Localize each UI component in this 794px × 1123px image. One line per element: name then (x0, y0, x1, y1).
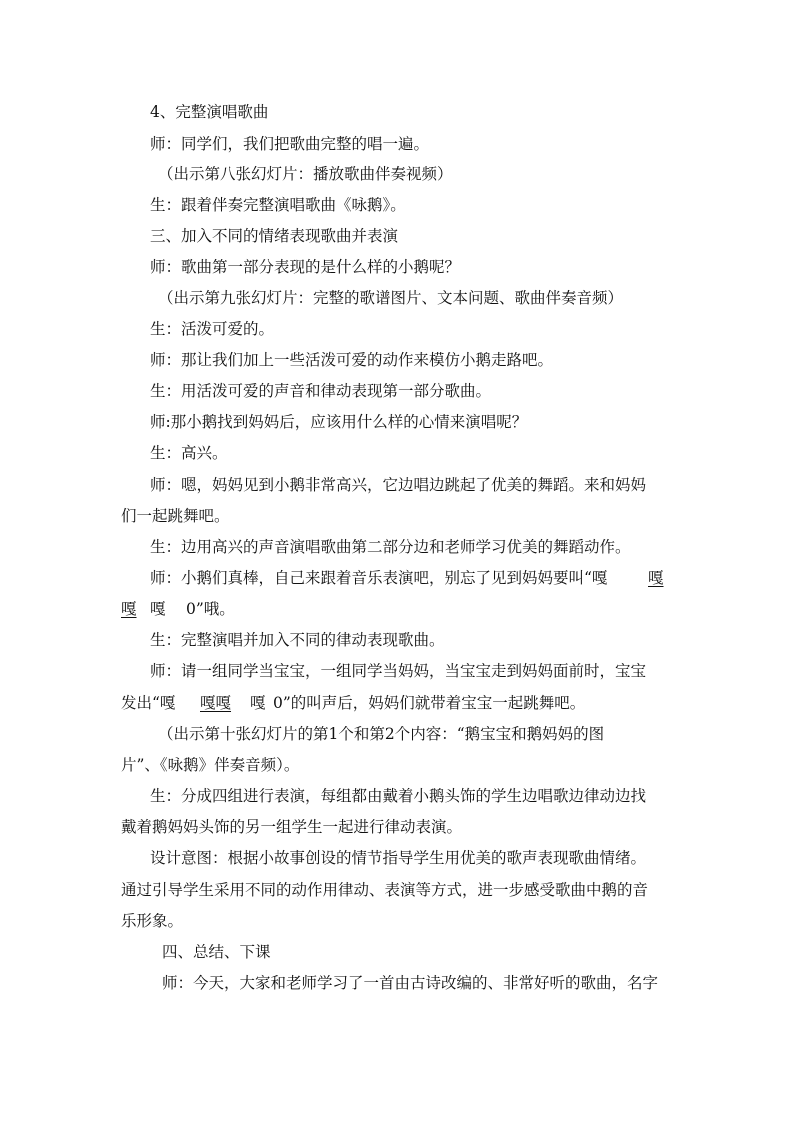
paragraph-line: 生：跟着伴奏完整演唱歌曲《咏鹅》。 (150, 196, 406, 214)
rhythm-note: 嘎 (121, 600, 137, 618)
paragraph-line: 设计意图：根据小故事创设的情节指导学生用优美的歌声表现歌曲情绪。 (150, 849, 647, 867)
paragraph-line: （出示第九张幻灯片：完整的歌谱图片、文本问题、歌曲伴奏音频） (158, 289, 624, 307)
paragraph-line: 乐形象。 (121, 912, 184, 930)
paragraph-line: 生：用活泼可爱的声音和律动表现第一部分歌曲。 (150, 382, 492, 400)
paragraph-line: 0”的叫声后，妈妈们就带着宝宝一起跳舞吧。 (273, 694, 586, 712)
paragraph-line: 0”哦。 (186, 600, 235, 618)
rhythm-note: 嘎嘎 (200, 694, 232, 712)
paragraph-line: 师：同学们，我们把歌曲完整的唱一遍。 (150, 135, 430, 153)
paragraph-line: （出示第十张幻灯片的第1个和第2个内容：“鹅宝宝和鹅妈妈的图 (158, 725, 605, 743)
paragraph-line: 师：那让我们加上一些活泼可爱的动作来模仿小鹅走路吧。 (150, 351, 554, 369)
paragraph-line: 生：分成四组进行表演，每组都由戴着小鹅头饰的学生边唱歌边律动边找 (150, 787, 647, 805)
section-heading: 四、总结、下课 (162, 943, 271, 961)
rhythm-note: 嘎 (250, 694, 266, 712)
paragraph-line: 师：歌曲第一部分表现的是什么样的小鹅呢？ (150, 258, 461, 276)
rhythm-note: 嘎 (648, 569, 664, 587)
paragraph-line: 生：边用高兴的声音演唱歌曲第二部分边和老师学习优美的舞蹈动作。 (150, 538, 631, 556)
paragraph-line: （出示第八张幻灯片：播放歌曲伴奏视频） (158, 165, 453, 183)
paragraph-line: 师：今天，大家和老师学习了一首由古诗改编的、非常好听的歌曲，名字 (162, 974, 659, 992)
paragraph-line: 师:那小鹅找到妈妈后，应该用什么样的心情来演唱呢？ (150, 413, 528, 431)
rhythm-note: 嘎 (150, 600, 166, 618)
section-heading: 三、加入不同的情绪表现歌曲并表演 (150, 227, 399, 245)
paragraph-line: 发出“嘎 (121, 694, 176, 712)
paragraph-line: 通过引导学生采用不同的动作用律动、表演等方式，进一步感受歌曲中鹅的音 (121, 881, 649, 899)
paragraph-line: 戴着鹅妈妈头饰的另一组学生一起进行律动表演。 (121, 818, 463, 836)
paragraph-line: 们一起跳舞吧。 (121, 507, 230, 525)
section-heading: 4、完整演唱歌曲 (150, 103, 269, 121)
paragraph-line: 师：请一组同学当宝宝，一组同学当妈妈，当宝宝走到妈妈面前时，宝宝 (150, 662, 647, 680)
paragraph-line: 生：高兴。 (150, 444, 228, 462)
paragraph-line: 生：活泼可爱的。 (150, 320, 275, 338)
paragraph-line: 片”、《咏鹅》伴奏音频）。 (121, 756, 300, 774)
paragraph-line: 师：嗯，妈妈见到小鹅非常高兴，它边唱边跳起了优美的舞蹈。来和妈妈 (150, 476, 647, 494)
paragraph-line: 生：完整演唱并加入不同的律动表现歌曲。 (150, 631, 445, 649)
paragraph-line: 师：小鹅们真棒，自己来跟着音乐表演吧，别忘了见到妈妈要叫“嘎 (150, 569, 608, 587)
